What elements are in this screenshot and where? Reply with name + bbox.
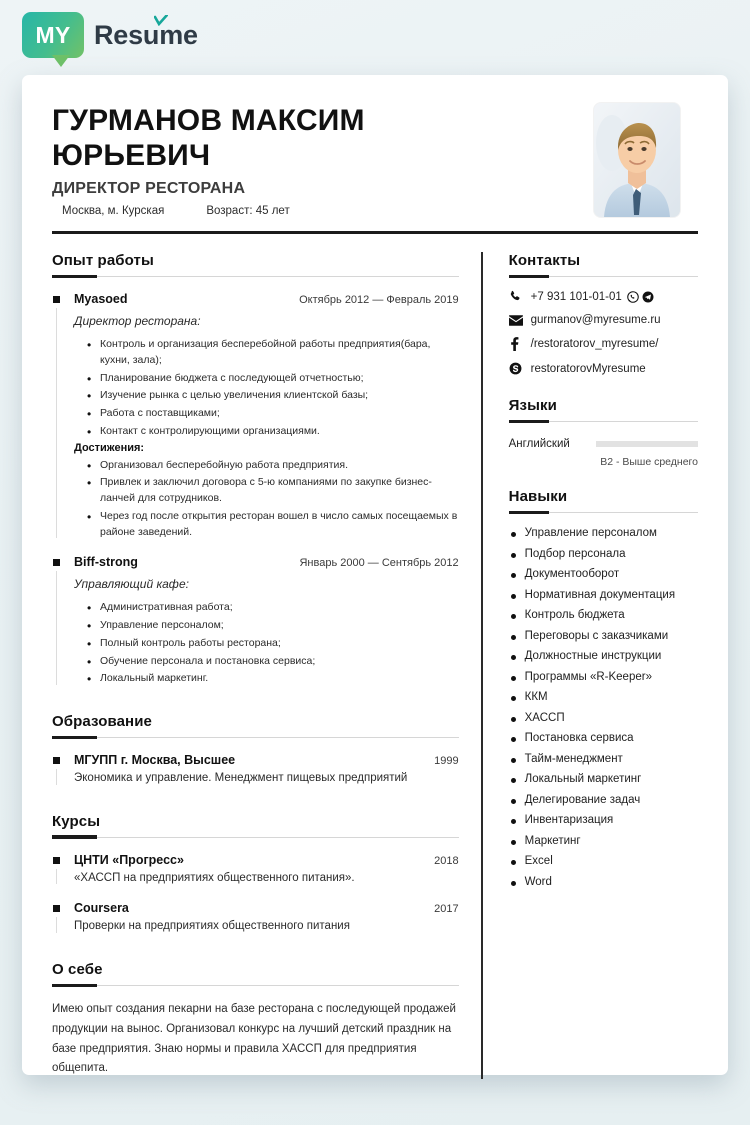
candidate-age: Возраст: 45 лет xyxy=(206,204,290,217)
skill-item: Должностные инструкции xyxy=(509,650,698,662)
candidate-location: Москва, м. Курская xyxy=(62,204,165,217)
section-skills xyxy=(509,488,698,513)
resume-body xyxy=(52,252,698,1079)
section-contacts xyxy=(509,252,698,277)
experience-org: Biff-strong xyxy=(74,555,138,570)
section-languages xyxy=(509,397,698,422)
section-title-education: Образование xyxy=(52,713,152,730)
skill-item: Word xyxy=(509,876,698,888)
header-meta xyxy=(52,205,452,217)
skype-icon xyxy=(509,362,531,375)
list-item: • Изучение рынка с целью увеличения клиентской базы; xyxy=(100,388,459,404)
section-education xyxy=(52,713,459,738)
main-column xyxy=(52,252,481,1079)
course-detail: «ХАССП на предприятиях общественного питания». xyxy=(74,871,355,884)
contact-phone-text xyxy=(531,291,654,303)
experience-org: Myasoed xyxy=(74,292,128,306)
list-item: • Управление персоналом; xyxy=(100,618,459,634)
course-org: ЦНТИ «Прогресс» xyxy=(74,852,184,867)
language-progress-bar xyxy=(596,441,698,447)
section-title-courses: Курсы xyxy=(52,812,101,830)
portrait-photo-icon xyxy=(594,103,680,217)
course-year: 2017 xyxy=(434,903,459,916)
list-item: • Обучение персонала и постановка сервиса; xyxy=(100,654,459,670)
telegram-icon[interactable] xyxy=(642,291,654,303)
course-org: Coursera xyxy=(74,901,129,916)
section-underline xyxy=(509,421,698,422)
skill-item: Инвентаризация xyxy=(509,814,698,826)
logo-my-text: MY xyxy=(35,21,71,48)
skill-item: ХАССП xyxy=(509,712,698,724)
language-row xyxy=(509,438,698,450)
resume-card xyxy=(22,75,728,1075)
site-logo[interactable] xyxy=(22,12,198,58)
experience-entry-head xyxy=(74,555,459,569)
skill-item: Программы «R-Keeper» xyxy=(509,671,698,683)
section-underline xyxy=(509,276,698,277)
education-detail: Экономика и управление. Менеджмент пищевых предприятий xyxy=(74,772,408,784)
education-entry-head xyxy=(74,753,459,767)
list-item: • Планирование бюджета с последующей отчетностью; xyxy=(100,371,459,387)
logo-word-text: Resume xyxy=(94,19,198,50)
skill-item: Управление персоналом xyxy=(509,527,698,539)
course-entry xyxy=(52,853,459,887)
course-detail: Проверки на предприятиях общественного питания xyxy=(74,920,350,933)
sidebar-column xyxy=(481,252,698,1079)
skill-item: Нормативная документация xyxy=(509,589,698,601)
achievements-label: Достижения: xyxy=(74,441,145,454)
check-icon xyxy=(154,15,168,26)
skill-item: Постановка сервиса xyxy=(509,732,698,744)
contact-value: gurmanov@myresume.ru xyxy=(530,314,661,326)
skill-item: Контроль бюджета xyxy=(509,609,698,621)
experience-duties xyxy=(74,337,459,440)
skills-list xyxy=(509,527,698,888)
candidate-job-title: ДИРЕКТОР РЕСТОРАНА xyxy=(52,179,246,197)
header-divider xyxy=(52,231,698,234)
course-year: 2018 xyxy=(434,854,459,867)
contact-row-email[interactable] xyxy=(509,314,698,326)
list-item: • Через год после открытия ресторан вошел в число самых посещаемых в районе заведений. xyxy=(100,509,459,541)
section-underline xyxy=(52,737,459,738)
list-item: • Контакт с контролирующими организациями. xyxy=(100,424,459,440)
experience-role: Управляющий кафе: xyxy=(74,577,189,592)
experience-period: Январь 2000 — Сентябрь 2012 xyxy=(299,557,459,570)
course-entry-head xyxy=(74,901,459,915)
skill-item: Переговоры с заказчиками xyxy=(509,630,698,642)
section-about xyxy=(52,961,459,986)
skill-item: ККМ xyxy=(509,691,698,703)
contact-row-phone[interactable] xyxy=(509,290,698,303)
list-item: • Локальный маркетинг. xyxy=(100,671,459,687)
messenger-icons xyxy=(627,291,654,303)
skill-item: Локальный маркетинг xyxy=(509,773,698,785)
section-title-skills: Навыки xyxy=(508,488,568,505)
section-title-contacts: Контакты xyxy=(508,252,581,269)
language-level-label: B2 - Выше среднего xyxy=(600,456,698,468)
skill-item: Документооборот xyxy=(509,568,698,580)
logo-bubble-icon xyxy=(22,12,84,58)
skill-item: Делегирование задач xyxy=(509,794,698,806)
contact-list xyxy=(509,290,698,375)
list-item: • Привлек и заключил договора с 5-ю компаниями по закупке бизнес-ланчей для сотрудников. xyxy=(100,475,459,507)
resume-header xyxy=(52,99,698,217)
whatsapp-icon[interactable] xyxy=(627,291,639,303)
avatar xyxy=(594,103,680,217)
contact-row-skype[interactable] xyxy=(509,362,698,375)
skill-item: Подбор персонала xyxy=(509,548,698,560)
logo-wordmark xyxy=(94,20,198,51)
list-item: • Полный контроль работы ресторана; xyxy=(100,636,459,652)
skill-item: Тайм-менеджмент xyxy=(509,753,698,765)
experience-period: Октябрь 2012 — Февраль 2019 xyxy=(299,294,459,306)
education-entry xyxy=(52,753,459,787)
section-title-languages: Языки xyxy=(508,397,557,414)
course-entry-head xyxy=(74,853,459,867)
experience-entry-head xyxy=(74,292,459,306)
section-underline xyxy=(52,276,459,277)
section-courses xyxy=(52,813,459,838)
candidate-name: ГУРМАНОВ МАКСИМ ЮРЬЕВИЧ xyxy=(52,104,365,173)
experience-achievements xyxy=(74,458,459,541)
education-org: МГУПП г. Москва, Высшее xyxy=(74,753,236,767)
skill-item: Excel xyxy=(509,855,698,867)
facebook-icon xyxy=(509,337,531,351)
about-text: Имею опыт создания пекарни на базе ресторана с последующей продажей продукции на вынос. Организовал конкурс на лучший детский праздник на базе предприятия. Знаю нормы и правила ХАССП для предприятия общепита. xyxy=(52,1003,456,1075)
envelope-icon xyxy=(509,315,531,326)
section-underline xyxy=(52,985,459,986)
section-title-experience: Опыт работы xyxy=(52,252,154,269)
experience-duties xyxy=(74,600,459,687)
contact-value: /restoratorov_myresume/ xyxy=(530,338,659,350)
header-text-block xyxy=(52,99,452,217)
section-underline xyxy=(509,512,698,513)
experience-role: Директор ресторана: xyxy=(74,314,201,328)
language-item xyxy=(509,438,698,468)
list-item: • Административная работа; xyxy=(100,600,459,616)
section-experience xyxy=(52,252,459,277)
list-item: • Организовал бесперебойную работа предприятия. xyxy=(100,458,459,474)
course-entry xyxy=(52,901,459,935)
list-item: • Работа с поставщиками; xyxy=(100,406,459,422)
phone-icon xyxy=(509,290,531,303)
education-year: 1999 xyxy=(434,755,459,767)
language-name: Английский xyxy=(508,438,570,450)
contact-value: +7 931 101-01-01 xyxy=(530,290,622,303)
experience-entry xyxy=(52,555,459,687)
contact-row-facebook[interactable] xyxy=(509,337,698,351)
experience-entry xyxy=(52,292,459,540)
skill-item: Маркетинг xyxy=(509,835,698,847)
contact-value: restoratorovMyresume xyxy=(530,362,646,375)
section-title-about: О себе xyxy=(52,961,103,979)
list-item: • Контроль и организация бесперебойной работы предприятия(бара, кухни, зала); xyxy=(100,337,459,369)
section-underline xyxy=(52,837,459,838)
